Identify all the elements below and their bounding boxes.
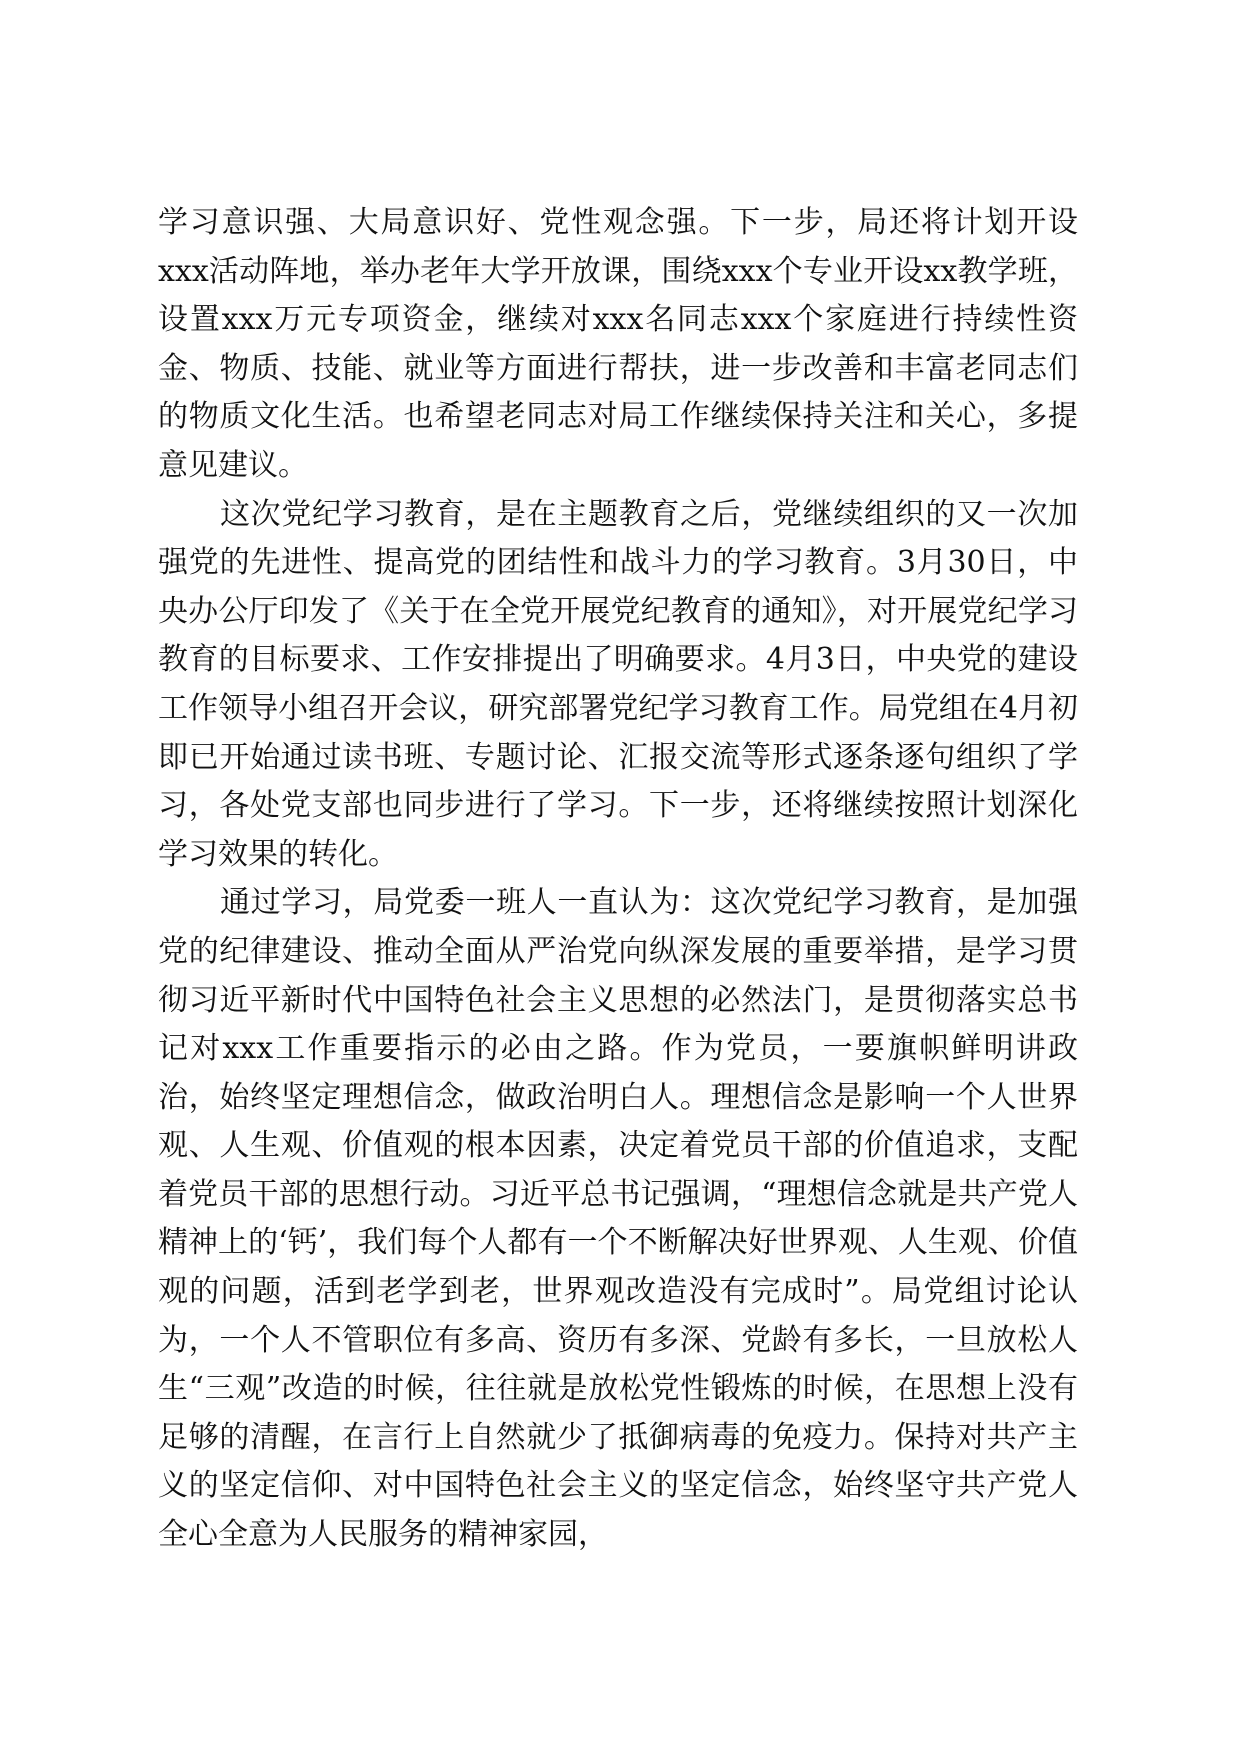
paragraph-2: 这次党纪学习教育，是在主题教育之后，党继续组织的又一次加强党的先进性、提高党的团结性和战斗力的学习教育。3月30日，中央办公厅印发了《关于在全党开展党纪教育的通知》，对开展党纪学习教育的目标要求、工作安排提出了明确要求。4月3日，中央党的建设工作领导小组召开会议，研究部署党纪学习教育工作。局党组在4月初即已开始通过读书班、专题讨论、汇报交流等形式逐条逐句组织了学习，各处党支部也同步进行了学习。下一步，还将继续按照计划深化学习效果的转化。 [158,496,1078,872]
paragraph-1: 学习意识强、大局意识好、党性观念强。下一步，局还将计划开设xxx活动阵地，举办老年大学开放课，围绕xxx个专业开设xx教学班，设置xxx万元专项资金，继续对xxx名同志xxx个家庭进行持续性资金、物质、技能、就业等方面进行帮扶，进一步改善和丰富老同志们的物质文化生活。也希望老同志对局工作继续保持关注和关心，多提意见建议。 [158,205,1078,483]
paragraph-3: 通过学习，局党委一班人一直认为：这次党纪学习教育，是加强党的纪律建设、推动全面从严治党向纵深发展的重要举措，是学习贯彻习近平新时代中国特色社会主义思想的必然法门，是贯彻落实总书记对xxx工作重要指示的必由之路。作为党员，一要旗帜鲜明讲政治，始终坚定理想信念，做政治明白人。理想信念是影响一个人世界观、人生观、价值观的根本因素，决定着党员干部的价值追求，支配着党员干部的思想行动。习近平总书记强调，“理想信念就是共产党人精神上的‘钙’，我们每个人都有一个不断解决好世界观、人生观、价值观的问题，活到老学到老，世界观改造没有完成时”。局党组讨论认为，一个人不管职位有多高、资历有多深、党龄有多长，一旦放松人生“三观”改造的时候，往往就是放松党性锻炼的时候，在思想上没有足够的清醒，在言行上自然就少了抵御病毒的免疫力。保持对共产主义的坚定信仰、对中国特色社会主义的坚定信念，始终坚守共产党人全心全意为人民服务的精神家园， [158,885,1078,1553]
document-body [158,199,1078,1560]
